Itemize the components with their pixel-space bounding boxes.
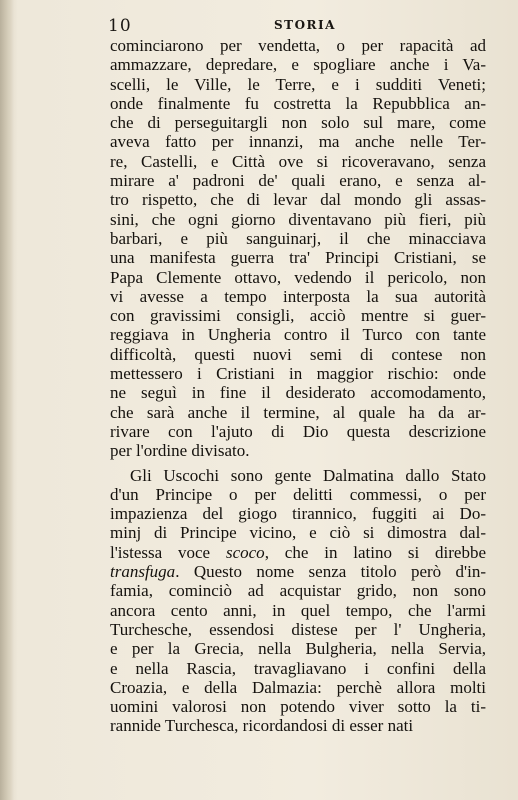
text-line: Croazia, e della Dalmazia: perchè allora molti xyxy=(110,677,486,697)
text-line: tro rispetto, che di levar dal mondo gli assas- xyxy=(110,190,486,210)
text-segment: . Questo nome senza titolo però d'in- xyxy=(175,562,486,582)
text-line: cominciarono per vendetta, o per rapacità ad xyxy=(110,36,486,55)
text-line: re, Castelli, e Città ove si ricoveravano, senza xyxy=(110,151,486,171)
text-line: per l'ordine divisato. xyxy=(110,441,250,461)
text-line-with-italic-term xyxy=(110,562,486,581)
text-line: rannide Turchesca, ricordandosi di esser nati xyxy=(110,716,414,736)
text-line: impazienza del giogo tirannico, fuggiti ai Do- xyxy=(110,504,486,524)
running-head: STORIA xyxy=(274,18,336,32)
text-line: ammazzare, depredare, e spogliare anche i Va- xyxy=(110,55,486,75)
text-line: ancora cento anni, in quel tempo, che l'armi xyxy=(110,600,486,620)
italic-term-transfuga: transfuga xyxy=(110,562,176,582)
text-line: e per la Grecia, nella Bulgheria, nella Servia, xyxy=(110,639,486,659)
text-line: Turchesche, essendosi distese per l' Ungheria, xyxy=(110,619,486,639)
text-line-with-italic-term xyxy=(110,543,486,562)
text-line: e nella Rascia, travagliavano i confini della xyxy=(110,658,486,678)
page-header xyxy=(108,16,480,36)
text-line: minj di Principe vicino, e ciò si dimostra dal- xyxy=(110,523,486,543)
text-segment: , che in latino si direbbe xyxy=(264,542,486,562)
page-number: 10 xyxy=(108,16,132,36)
text-line: che sarà anche il termine, al quale ha da ar- xyxy=(110,402,486,422)
text-line: reggiava in Ungheria contro il Turco con tante xyxy=(110,325,486,345)
text-line: con gravissimi consigli, acciò mentre si guer- xyxy=(110,306,486,326)
text-line: vi avesse a tempo interposta la sua autorità xyxy=(110,286,486,306)
body-text xyxy=(110,36,486,736)
text-line: mirare a' padroni de' quali erano, e senza al- xyxy=(110,171,486,191)
page-gutter-shadow xyxy=(0,0,14,800)
text-line: famia, cominciò ad acquistar grido, non sono xyxy=(110,581,486,601)
text-line: una manifesta guerra tra' Principi Cristiani, se xyxy=(110,248,486,268)
text-line: aveva fatto per innanzi, ma anche nelle Ter- xyxy=(110,132,486,152)
text-line: Papa Clemente ottavo, vedendo il pericolo, non xyxy=(110,267,486,287)
text-line: difficoltà, questi nuovi semi di contese non xyxy=(110,344,486,364)
paragraph-2 xyxy=(110,466,486,736)
text-line: Gli Uscochi sono gente Dalmatina dallo Stato xyxy=(130,465,486,485)
text-line: barbari, e più sanguinarj, il che minacciava xyxy=(110,228,486,248)
text-line: onde finalmente fu costretta la Repubblica an- xyxy=(110,93,486,113)
text-line: sini, che ogni giorno diventavano più fieri, più xyxy=(110,209,486,229)
text-line: scelli, le Ville, le Terre, e i sudditi Veneti; xyxy=(110,74,486,94)
text-line: che di perseguitargli non solo sul mare, come xyxy=(110,113,486,133)
text-segment: l'istessa voce xyxy=(110,542,211,562)
paragraph-1 xyxy=(110,36,486,461)
text-line: mettessero i Cristiani in maggior rischio: onde xyxy=(110,364,486,384)
text-line: rivare con l'ajuto di Dio questa descrizione xyxy=(110,421,486,441)
text-line: uomini valorosi non potendo viver sotto la ti- xyxy=(110,697,486,717)
text-line: ne seguì in fine il desiderato accomodamento, xyxy=(110,383,486,403)
italic-term-scoco: scoco xyxy=(225,542,265,562)
text-line: d'un Principe o per delitti commessi, o per xyxy=(110,484,486,504)
